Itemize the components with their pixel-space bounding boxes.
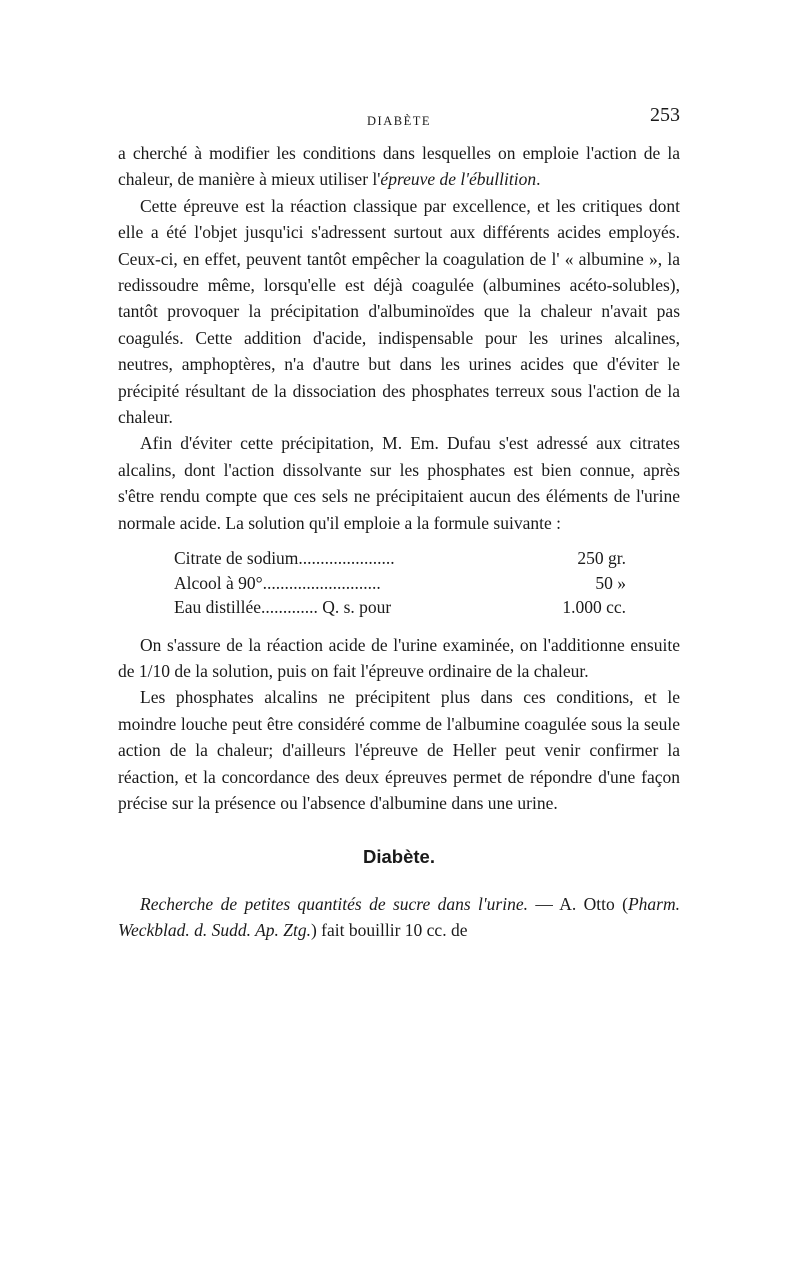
formula-quantity: 1.000 cc.	[562, 597, 626, 618]
page-number: 253	[650, 104, 680, 126]
section-lead-dash: — A. Otto (	[527, 893, 628, 914]
paragraph-1-end: .	[536, 169, 541, 190]
paragraph-2: Cette épreuve est la réaction classique par excellence, et les critiques dont elle a été l'objet jusqu'ici s'adressent surtout aux différents acides employés. Ceux-ci, en effet, peuvent tantôt empêcher la coagulation de l' « albumine », la redissoudre même, lorsqu'elle est déjà coagulée (albumines acéto-solubles), tantôt provoquer la précipitation d'albuminoïdes que la chaleur n'avait pas coagulés. Cette addition d'acide, indispensable pour les urines alcalines, neutres, amphoptères, n'a d'autre but dans les urines acides que d'éviter le précipité résultant de la dissociation des phosphates terreux sous l'action de la chaleur.	[118, 195, 680, 428]
paragraph-1	[118, 140, 680, 193]
formula-ingredient: Eau distillée............. Q. s. pour	[174, 597, 392, 618]
section-heading: Diabète.	[363, 846, 435, 868]
formula-quantity: 250 gr.	[577, 548, 626, 569]
paragraph-5: Les phosphates alcalins ne précipitent plus dans ces conditions, et le moindre louche peut être considéré comme de l'albumine coagulée sous la seule action de la chaleur; d'ailleurs l'épreuve de Heller peut venir confirmer la réaction, et la concordance des deux épreuves permet de répondre d'une façon précise sur la présence ou l'absence d'albumine dans une urine.	[118, 687, 680, 814]
formula-table	[174, 546, 626, 620]
paragraph-3: Afin d'éviter cette précipitation, M. Em. Dufau s'est adressé aux citrates alcalins, dont l'action dissolvante sur les phosphates est bien connue, après s'être rendu compte que ces sels ne précipitaient aucun des éléments de l'urine normale acide. La solution qu'il emploie a la formule suivante :	[118, 433, 680, 533]
formula-ingredient: Alcool à 90°...........................	[174, 572, 381, 593]
running-head	[118, 100, 680, 130]
paragraph-4: On s'assure de la réaction acide de l'urine examinée, on l'additionne ensuite de 1/10 de la solution, puis on fait l'épreuve ordinaire de la chaleur.	[118, 634, 680, 681]
formula-ingredient: Citrate de sodium......................	[174, 548, 395, 569]
paragraph-1-text: a cherché à modifier les conditions dans lesquelles on emploie l'action de la chaleur, de manière à mieux utiliser l'	[118, 143, 680, 190]
formula-quantity: 50 »	[595, 572, 626, 593]
running-title: DIABÈTE	[367, 114, 431, 128]
formula-row	[174, 571, 626, 596]
section-lead-italic: Recherche de petites quantités de sucre dans l'urine.	[140, 893, 528, 914]
paragraph-1-italic: épreuve de l'ébullition	[380, 169, 537, 190]
formula-row	[174, 595, 626, 620]
section-reference: Pharm. Weckblad. d. Sudd. Ap. Ztg.	[118, 893, 680, 941]
book-page	[118, 100, 680, 944]
formula-row	[174, 546, 626, 571]
section-lead-paragraph	[118, 891, 680, 944]
section-lead-end: ) fait bouillir 10 cc. de	[310, 920, 468, 941]
